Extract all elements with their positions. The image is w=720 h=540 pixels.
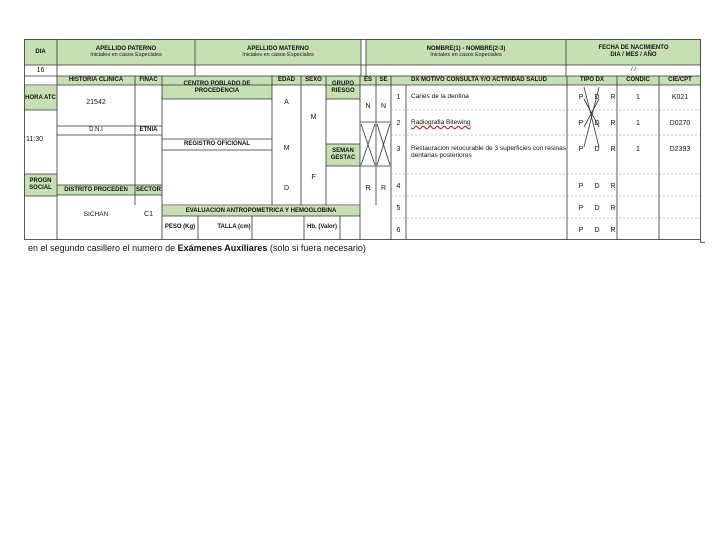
label-evaluacion: EVALUACION ANTROPOMETRICA Y HEMOGLOBINA bbox=[162, 206, 360, 216]
header-dia: DIA bbox=[24, 39, 57, 65]
label-centro-poblado: CENTRO POBLADO DE PROCEDENCIA bbox=[162, 76, 272, 99]
dx-row-cie: D0270 bbox=[669, 120, 691, 128]
edad-a: A bbox=[284, 99, 289, 107]
label-se: SE bbox=[376, 76, 391, 85]
dx-row-tipo-d: D bbox=[594, 227, 600, 235]
label-distrito: DISTRITO PROCEDEN bbox=[57, 185, 135, 195]
dx-row-tipo-p: P bbox=[578, 183, 584, 191]
dx-row-tipo-r: R bbox=[610, 205, 616, 213]
es-r: R bbox=[365, 185, 371, 193]
dx-row-number: 1 bbox=[396, 94, 401, 102]
dx-row-number: 4 bbox=[396, 183, 401, 191]
label-cie-cpt: CIE/CPT bbox=[659, 76, 701, 85]
dx-row-number: 2 bbox=[396, 120, 401, 128]
fecha-value: / / bbox=[630, 67, 636, 74]
label-dx-motivo: DX MOTIVO CONSULTA Y/O ACTIVIDAD SALUD bbox=[391, 76, 567, 85]
distrito-value: SICHAN bbox=[83, 211, 109, 219]
se-r: R bbox=[380, 185, 387, 193]
dx-row-number: 3 bbox=[396, 146, 401, 154]
dx-row-tipo-p: P bbox=[578, 146, 584, 154]
label-edad: EDAD bbox=[272, 76, 301, 85]
label-dni: D.N.I bbox=[57, 126, 135, 135]
dx-row-tipo-p: P bbox=[578, 120, 584, 128]
label-etnia: ETNIA bbox=[135, 126, 162, 135]
label-tipo-dx: TIPO DX bbox=[567, 76, 617, 85]
label-registro-oficional: REGISTRO OFICIONAL bbox=[162, 139, 272, 150]
sexo-f: F bbox=[311, 174, 316, 182]
dx-row-tipo-p: P bbox=[578, 94, 584, 102]
dx-row-tipo-d: D bbox=[594, 146, 600, 154]
label-hora-atc: HORA ATC bbox=[24, 86, 57, 110]
dx-row-description: Caries de la dentina bbox=[411, 93, 469, 100]
header-nombre: NOMBRE(1) - NOMBRE(2-3) Iniciales en casos Especiales bbox=[366, 39, 566, 65]
es-n: N bbox=[365, 103, 371, 111]
label-historia-clinica: HISTORIA CLINICA bbox=[57, 76, 135, 85]
dx-row-description: Restauracion retocurable de 3 superficies con resinas dentarias posteriores bbox=[411, 145, 566, 160]
dx-row-tipo-r: R bbox=[610, 183, 616, 191]
dx-row-cie: D2393 bbox=[669, 146, 691, 154]
label-finac: FINAC bbox=[135, 76, 162, 85]
dx-row-description: Radiografia Bitewing bbox=[411, 119, 471, 126]
dx-row-cie: K021 bbox=[671, 94, 689, 102]
header-apellido-paterno: APELLIDO PATERNO Iniciales en casos Especiales bbox=[57, 39, 195, 65]
dx-row-number: 6 bbox=[396, 227, 401, 235]
sexo-m: M bbox=[310, 114, 317, 122]
dx-row-tipo-p: P bbox=[578, 227, 584, 235]
edad-m: M bbox=[283, 145, 290, 153]
label-progn-social: PROGN SOCIAL bbox=[24, 174, 57, 196]
header-fecha-nacimiento: FECHA DE NACIMIENTO DIA / MES / AÑO bbox=[566, 39, 701, 65]
label-condic: CONDIC bbox=[617, 76, 659, 85]
label-sexo: SEXO bbox=[301, 76, 326, 85]
label-grupo-riesgo: GRUPO RIESGO bbox=[326, 76, 360, 99]
dx-row-tipo-p: P bbox=[578, 205, 584, 213]
footnote: en el segundo casillero el numero de Exámenes Auxiliares (solo si fuera necesario) bbox=[28, 243, 366, 253]
label-es: ES bbox=[360, 76, 376, 85]
historia-value: 21542 bbox=[86, 99, 106, 107]
label-seman-gestac: SEMAN GESTAC bbox=[326, 144, 360, 166]
dx-row-tipo-r: R bbox=[610, 227, 616, 235]
dia-value: 16 bbox=[36, 66, 45, 74]
hora-value: 11:30 bbox=[26, 136, 43, 144]
dx-row-tipo-r: R bbox=[610, 120, 616, 128]
dx-row-tipo-d: D bbox=[594, 94, 600, 102]
label-peso: PESO (Kg) bbox=[162, 216, 198, 238]
label-hb: Hb. (Valor) bbox=[304, 216, 340, 238]
se-n: N bbox=[380, 103, 387, 111]
label-talla: TALLA (cm) bbox=[216, 216, 252, 238]
dx-row-condic: 1 bbox=[636, 120, 640, 128]
dx-row-condic: 1 bbox=[636, 94, 640, 102]
dx-row-tipo-r: R bbox=[610, 94, 616, 102]
dx-row-tipo-r: R bbox=[610, 146, 616, 154]
grid-lines bbox=[24, 39, 701, 240]
header-apellido-materno: APELLIDO MATERNO Iniciales en casos Especiales bbox=[195, 39, 361, 65]
registro-atencion-form bbox=[24, 39, 701, 240]
dx-row-tipo-d: D bbox=[594, 120, 600, 128]
dx-row-tipo-d: D bbox=[594, 183, 600, 191]
label-sector: SECTOR bbox=[135, 185, 162, 195]
edad-d: D bbox=[283, 185, 290, 193]
dx-row-tipo-d: D bbox=[594, 205, 600, 213]
corner-mark bbox=[700, 238, 705, 243]
sector-value: C1 bbox=[144, 211, 153, 219]
dx-row-condic: 1 bbox=[636, 146, 640, 154]
dx-row-number: 5 bbox=[396, 205, 401, 213]
